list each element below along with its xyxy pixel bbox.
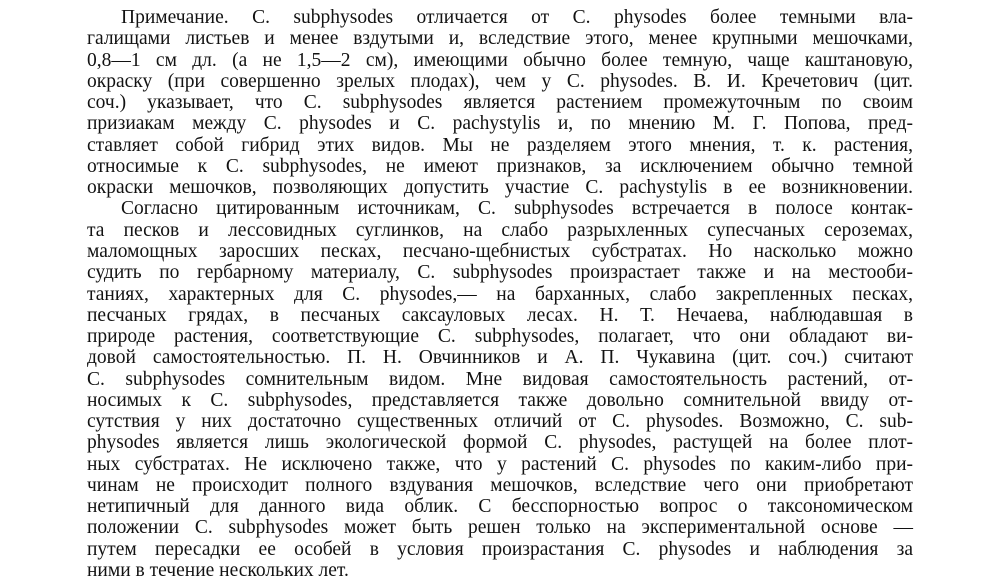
- text-line: С. subphysodes сомнительным видом. Мне видовая самостоятельность растений, от-: [87, 368, 913, 390]
- text-line: чинам не происходит полного вздувания мешочков, вследствие чего они приобретают: [87, 474, 913, 496]
- text-line: галищами листьев и менее вздутыми и, вследствие этого, менее крупными мешочками,: [87, 28, 913, 50]
- text-line: призиакам между С. physodes и С. pachystylis и, по мнению М. Г. Попова, пред-: [87, 113, 913, 135]
- text-line: путем пересадки ее особей в условия произрастания С. physodes и наблюдения за: [87, 538, 913, 560]
- text-line: довой самостоятельностью. П. Н. Овчинников и А. П. Чукавина (цит. соч.) считают: [87, 347, 913, 369]
- text-line: ных субстратах. Не исключено также, что у растений С. physodes по каким-либо при-: [87, 453, 913, 475]
- text-line: physodes является лишь экологической формой С. physodes, растущей на более плот-: [87, 432, 913, 454]
- text-line: ставляет собой гибрид этих видов. Мы не разделяем этого мнения, т. к. растения,: [87, 134, 913, 156]
- text-line: песчаных грядах, в песчаных саксауловых лесах. Н. Т. Нечаева, наблюдавшая в: [87, 304, 913, 326]
- text-line: соч.) указывает, что С. subphysodes является растением промежуточным по своим: [87, 92, 913, 114]
- text-line: положении С. subphysodes может быть решен только на экспериментальной основе —: [87, 517, 913, 539]
- text-line: ними в течение нескольких лет.: [87, 560, 349, 581]
- text-line: Согласно цитированным источникам, С. subphysodes встречается в полосе контак-: [121, 198, 913, 220]
- document-page: [87, 7, 913, 581]
- text-line: сутствия у них достаточно существенных отличий от С. physodes. Возможно, С. sub-: [87, 411, 913, 433]
- text-line: 0,8—1 см дл. (а не 1,5—2 см), имеющими обычно более темную, чаще каштановую,: [87, 49, 913, 71]
- text-line: судить по гербарному материалу, С. subphysodes произрастает также и на местооби-: [87, 262, 913, 284]
- text-line: нетипичный для данного вида облик. С бесспорностью вопрос о таксономическом: [87, 496, 913, 518]
- text-line: маломощных заросших песках, песчано-щебнистых субстратах. Но насколько можно: [87, 240, 913, 262]
- text-line: носимых к С. subphysodes, представляется также довольно сомнительной ввиду от-: [87, 389, 913, 411]
- text-line: Примечание. С. subphysodes отличается от С. physodes более темными вла-: [121, 7, 913, 28]
- text-line: окраску (при совершенно зрелых плодах), чем у С. physodes. В. И. Кречетович (цит.: [87, 70, 913, 92]
- text-line: окраски мешочков, позволяющих допустить участие С. pachystylis в ее возникновении.: [87, 177, 913, 199]
- text-line: та песков и лессовидных суглинков, на слабо разрыхленных супесчаных сероземах,: [87, 219, 913, 241]
- text-line: таниях, характерных для С. physodes,— на барханных, слабо закрепленных песках,: [87, 283, 913, 305]
- text-line: относимые к С. subphysodes, не имеют признаков, за исключением обычно темной: [87, 155, 913, 177]
- text-line: природе растения, соответствующие С. subphysodes, полагает, что они обладают ви-: [87, 326, 913, 348]
